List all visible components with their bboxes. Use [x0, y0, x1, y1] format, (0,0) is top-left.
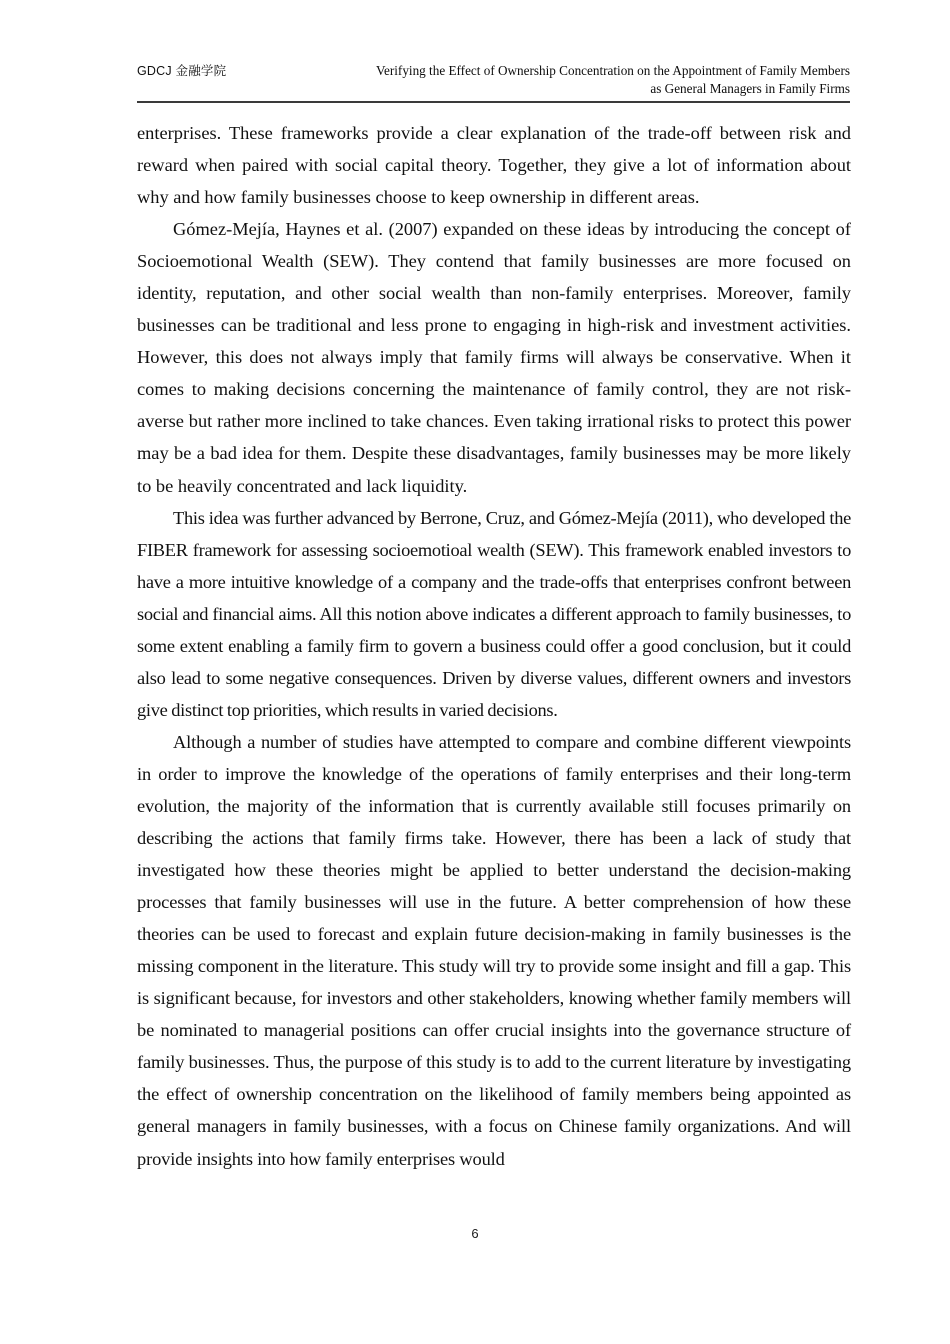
header-title	[270, 62, 850, 98]
paragraph-3: This idea was further advanced by Berrone, Cruz, and Gómez-Mejía (2011), who developed the FIBER framework for assessing socioemotioal wealth (SEW). This framework enabled investors to have a more intuitive knowledge of a company and the trade-offs that enterprises confront between social and financial aims. All this notion above indicates a different approach to family businesses, to some extent enabling a family firm to govern a business could offer a good conclusion, but it could also lead to some negative consequences. Driven by diverse values, different owners and investors give distinct top priorities, which results in varied decisions.	[137, 507, 851, 720]
paragraph-4: Although a number of studies have attempted to compare and combine different viewpoints in order to improve the knowledge of the operations of family enterprises and their long-term evolution, the majority of the information that is currently available still focuses primarily on describing the actions that family firms take. However, there has been a lack of study that investigated how these theories might be applied to better understand the decision-making processes that family businesses will use in the future. A better comprehension of how these theories can be used to forecast and explain future decision-making in family businesses is the missing component in the literature. This study will try to provide some insight and fill a gap. This is significant because, for investors and other stakeholders, knowing whether family members will be nominated to managerial positions can offer crucial insights into the governance structure of family businesses. Thus, the purpose of this study is to add to the current literature by investigating the effect of ownership concentration on the likelihood of family members being appointed as general managers in family businesses, with a focus on Chinese family organizations. And will provide insights into how family enterprises would	[137, 731, 851, 1169]
header-title-line-1: Verifying the Effect of Ownership Concentration on the Appointment of Family Members	[375, 63, 850, 78]
header-title-line-2: as General Managers in Family Firms	[650, 81, 850, 96]
paragraph-2: Gómez-Mejía, Haynes et al. (2007) expanded on these ideas by introducing the concept of Socioemotional Wealth (SEW). They contend that family businesses are more focused on identity, reputation, and other social wealth than non-family enterprises. Moreover, family businesses can be traditional and less prone to engaging in high-risk and investment activities. However, this does not always imply that family firms will always be conservative. When it comes to making decisions concerning the maintenance of family control, they are not risk-averse but rather more inclined to take chances. Even taking irrational risks to protect this power may be a bad idea for them. Despite these disadvantages, family businesses may be more likely to be heavily concentrated and lack liquidity.	[137, 219, 851, 496]
header-divider	[137, 101, 850, 103]
paragraph-1: enterprises. These frameworks provide a clear explanation of the trade-off between risk and reward when paired with social capital theory. Together, they give a lot of information about why and how family businesses choose to keep ownership in different areas.	[137, 123, 851, 208]
page-number: 6	[471, 1226, 479, 1241]
body-text	[137, 117, 851, 1175]
running-header	[137, 62, 850, 98]
header-organization: GDCJ 金融学院	[137, 64, 227, 78]
